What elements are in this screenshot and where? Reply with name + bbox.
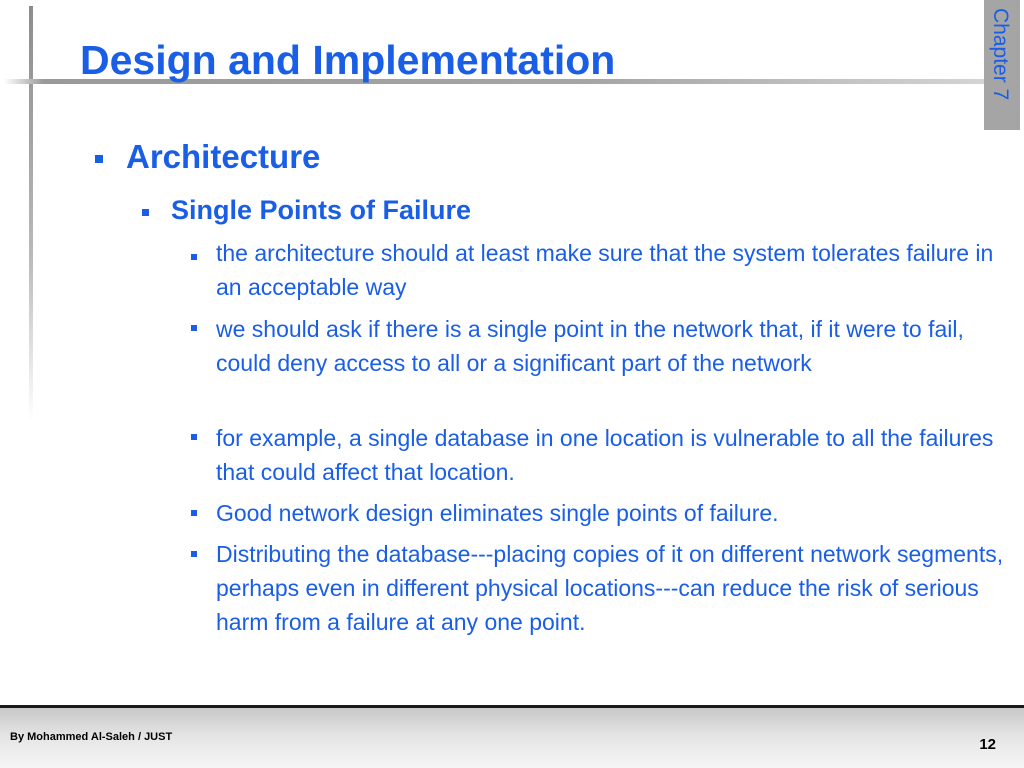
bullet-square-icon [191,434,197,440]
decorative-vertical-rule [29,6,33,421]
bullet-square-icon [191,551,197,557]
bullet-item: we should ask if there is a single point in the network that, if it were to fail, could deny access to all or a significant part of the network [216,316,964,376]
bullet-item: Distributing the database---placing copies of it on different network segments, perhaps even in different physical locations---can reduce the risk of serious harm from a failure at any one point. [216,541,1004,635]
bullet-square-icon [95,155,103,163]
bullet-item: the architecture should at least make sure that the system tolerates failure in an acceptable way [216,240,994,300]
bullet-square-icon [191,510,197,516]
bullet-square-icon [142,209,149,216]
footer-author: By Mohammed Al-Saleh / JUST [10,731,173,743]
chapter-tab-label: Chapter 7 [989,8,1012,101]
bullet-item: for example, a single database in one location is vulnerable to all the failures that could affect that location. [216,425,994,485]
chapter-tab [984,0,1020,130]
page-number: 12 [979,736,996,753]
bullet-square-icon [191,325,197,331]
subheading-single-points: Single Points of Failure [171,195,472,225]
heading-architecture: Architecture [126,138,321,175]
slide-title: Design and Implementation [80,37,616,83]
bullet-square-icon [191,254,197,260]
bullet-item: Good network design eliminates single points of failure. [216,500,779,526]
